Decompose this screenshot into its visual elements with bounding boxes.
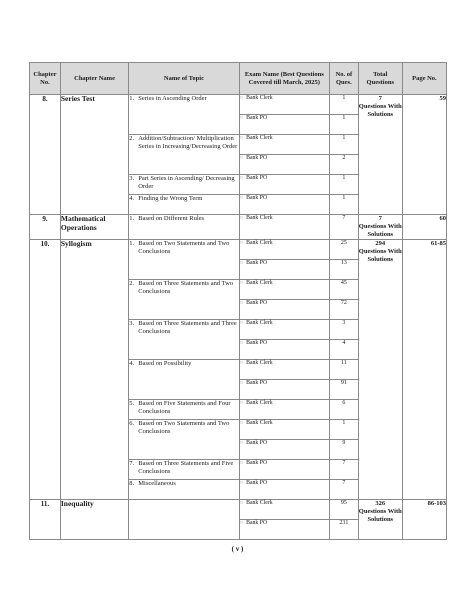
total-questions — [358, 240, 402, 500]
circle-bullet-icon: ○ — [239, 135, 244, 141]
exam-name: Bank PO — [246, 380, 268, 386]
exam-cell — [239, 400, 329, 420]
exam-name: Bank PO — [246, 480, 268, 486]
circle-bullet-icon: ○ — [239, 195, 244, 201]
topic-cell — [129, 280, 239, 320]
header-page: Page No. — [402, 63, 446, 95]
total-label: Questions With Solutions — [358, 248, 402, 263]
exam-cell — [239, 420, 329, 440]
page-number: 61-85 — [402, 240, 446, 500]
chapter-number: 10. — [30, 240, 61, 500]
topic-number: 4. — [129, 195, 135, 202]
exam-cell — [239, 440, 329, 460]
topic-number: 1. — [129, 95, 135, 102]
topic-number: 7. — [129, 460, 135, 467]
exam-name: Bank Clerk — [246, 320, 273, 326]
topic-name: Based on Five Statements and Four Conclusions — [138, 400, 231, 415]
exam-name: Bank PO — [246, 260, 268, 266]
table-row — [30, 240, 447, 260]
exam-cell — [239, 520, 329, 540]
question-count: 3 — [330, 320, 359, 340]
exam-name: Bank PO — [246, 115, 268, 121]
topic-number: 6. — [129, 420, 135, 427]
question-count: 4 — [330, 340, 359, 360]
topic-cell — [129, 135, 239, 175]
circle-bullet-icon: ○ — [239, 240, 244, 246]
topic-cell — [129, 460, 239, 480]
question-count: 72 — [330, 300, 359, 320]
topic-number: 3. — [129, 175, 135, 182]
total-count: 7 — [378, 95, 382, 102]
question-count: 95 — [330, 500, 359, 520]
topic-number: 2. — [129, 280, 135, 287]
question-count: 13 — [330, 260, 359, 280]
exam-cell — [239, 340, 329, 360]
exam-name: Bank PO — [246, 520, 268, 526]
question-count: 1 — [330, 95, 359, 115]
topic-name: Part Series in Ascending/ Decreasing Order — [138, 175, 235, 190]
topic-number: 1. — [129, 215, 135, 222]
topic-name: Based on Different Rules — [138, 215, 205, 222]
topic-number: 1. — [129, 240, 135, 247]
exam-cell — [239, 260, 329, 280]
exam-name: Bank Clerk — [246, 500, 273, 506]
exam-cell — [239, 480, 329, 500]
exam-cell — [239, 95, 329, 115]
exam-cell — [239, 500, 329, 520]
exam-cell — [239, 360, 329, 380]
question-count: 231 — [330, 520, 359, 540]
table-row — [30, 95, 447, 115]
total-label: Questions With Solutions — [358, 508, 402, 523]
question-count: 25 — [330, 240, 359, 260]
table-row — [30, 215, 447, 240]
question-count: 6 — [330, 400, 359, 420]
total-label: Questions With Solutions — [358, 103, 402, 118]
exam-name: Bank Clerk — [246, 135, 273, 141]
question-count: 2 — [330, 155, 359, 175]
topic-number: 5. — [129, 400, 135, 407]
exam-name: Bank Clerk — [246, 420, 273, 426]
question-count: 1 — [330, 135, 359, 155]
exam-cell — [239, 155, 329, 175]
circle-bullet-icon: ○ — [239, 95, 244, 101]
topic-cell — [129, 420, 239, 460]
topic-cell — [129, 240, 239, 280]
topic-cell — [129, 480, 239, 500]
exam-name: Bank PO — [246, 340, 268, 346]
exam-name: Bank Clerk — [246, 360, 273, 366]
chapter-number: 11. — [30, 500, 61, 540]
topic-name: Addition/Subtraction/ Multiplication Series in Increasing/Decreasing Order — [138, 135, 238, 150]
exam-cell — [239, 240, 329, 260]
circle-bullet-icon: ○ — [239, 175, 244, 181]
topic-name: Based on Two Statements and Two Conclusions — [138, 420, 230, 435]
exam-name: Bank Clerk — [246, 215, 273, 221]
total-count: 7 — [378, 215, 382, 222]
exam-cell — [239, 195, 329, 215]
exam-name: Bank Clerk — [246, 95, 273, 101]
circle-bullet-icon: ○ — [239, 280, 244, 286]
topic-number: 2. — [129, 135, 135, 142]
exam-name: Bank Clerk — [246, 400, 273, 406]
topic-name: Based on Three Statements and Three Conclusions — [138, 320, 237, 335]
circle-bullet-icon: ○ — [239, 440, 244, 446]
circle-bullet-icon: ○ — [239, 500, 244, 506]
topic-number: 8. — [129, 480, 135, 487]
topic-cell — [129, 175, 239, 195]
circle-bullet-icon: ○ — [239, 380, 244, 386]
topic-name: Based on Possibility — [138, 360, 192, 367]
page-number-footer: ( v ) — [231, 545, 244, 553]
header-total: Total Questions — [358, 63, 402, 95]
topic-name: Series in Ascending Order — [138, 95, 207, 102]
header-row — [30, 63, 447, 95]
question-count: 11 — [330, 360, 359, 380]
exam-name: Bank PO — [246, 155, 268, 161]
circle-bullet-icon: ○ — [239, 155, 244, 161]
circle-bullet-icon: ○ — [239, 400, 244, 406]
total-questions — [358, 215, 402, 240]
exam-cell — [239, 300, 329, 320]
header-chapter-name: Chapter Name — [60, 63, 128, 95]
exam-cell — [239, 215, 329, 240]
circle-bullet-icon: ○ — [239, 420, 244, 426]
contents-table — [29, 62, 447, 540]
page-number: 59 — [402, 95, 446, 215]
topic-number: 4. — [129, 360, 135, 367]
exam-cell — [239, 175, 329, 195]
topic-cell — [129, 215, 239, 240]
exam-cell — [239, 380, 329, 400]
question-count: 91 — [330, 380, 359, 400]
exam-name: Bank PO — [246, 440, 268, 446]
chapter-name: Inequality — [60, 500, 128, 540]
circle-bullet-icon: ○ — [239, 260, 244, 266]
page-number: 86-103 — [402, 500, 446, 540]
topic-cell — [129, 95, 239, 135]
question-count: 7 — [330, 480, 359, 500]
topic-number: 3. — [129, 320, 135, 327]
exam-cell — [239, 280, 329, 300]
question-count: 1 — [330, 195, 359, 215]
exam-name: Bank Clerk — [246, 280, 273, 286]
exam-name: Bank Clerk — [246, 240, 273, 246]
exam-name: Bank PO — [246, 175, 268, 181]
question-count: 1 — [330, 115, 359, 135]
circle-bullet-icon: ○ — [239, 360, 244, 366]
chapter-name: Series Test — [60, 95, 128, 215]
exam-cell — [239, 135, 329, 155]
header-chapter-no: Chapter No. — [30, 63, 61, 95]
total-count: 326 — [375, 500, 386, 507]
circle-bullet-icon: ○ — [239, 340, 244, 346]
total-label: Questions With Solutions — [358, 223, 402, 238]
exam-cell — [239, 115, 329, 135]
topic-cell — [129, 195, 239, 215]
question-count: 1 — [330, 175, 359, 195]
chapter-name: Mathematical Operations — [60, 215, 128, 240]
exam-cell — [239, 320, 329, 340]
topic-cell — [129, 320, 239, 360]
header-exam: Exam Name (Best Questions Covered till March, 2025) — [239, 63, 329, 95]
total-questions — [358, 95, 402, 215]
circle-bullet-icon: ○ — [239, 520, 244, 526]
exam-name: Bank PO — [246, 300, 268, 306]
header-topic: Name of Topic — [129, 63, 239, 95]
circle-bullet-icon: ○ — [239, 460, 244, 466]
topic-cell — [129, 400, 239, 420]
question-count: 1 — [330, 420, 359, 440]
circle-bullet-icon: ○ — [239, 480, 244, 486]
circle-bullet-icon: ○ — [239, 300, 244, 306]
chapter-number: 8. — [30, 95, 61, 215]
topic-cell — [129, 360, 239, 400]
exam-cell — [239, 460, 329, 480]
question-count: 45 — [330, 280, 359, 300]
exam-name: Bank PO — [246, 460, 268, 466]
circle-bullet-icon: ○ — [239, 115, 244, 121]
question-count: 7 — [330, 460, 359, 480]
circle-bullet-icon: ○ — [239, 320, 244, 326]
page-number: 60 — [402, 215, 446, 240]
topic-cell — [129, 500, 239, 540]
question-count: 9 — [330, 440, 359, 460]
question-count: 7 — [330, 215, 359, 240]
table-row — [30, 500, 447, 520]
circle-bullet-icon: ○ — [239, 215, 244, 221]
topic-name: Based on Three Statements and Five Conclusions — [138, 460, 234, 475]
topic-name: Based on Three Statements and Two Conclusions — [138, 280, 234, 295]
chapter-number: 9. — [30, 215, 61, 240]
header-no-ques: No. of Ques. — [330, 63, 359, 95]
total-questions — [358, 500, 402, 540]
total-count: 294 — [375, 240, 386, 247]
exam-name: Bank PO — [246, 195, 268, 201]
topic-name: Based on Two Statements and Two Conclusions — [138, 240, 230, 255]
topic-name: Finding the Wrong Term — [138, 195, 203, 202]
chapter-name: Syllogism — [60, 240, 128, 500]
topic-name: Miscellaneous — [138, 480, 176, 487]
